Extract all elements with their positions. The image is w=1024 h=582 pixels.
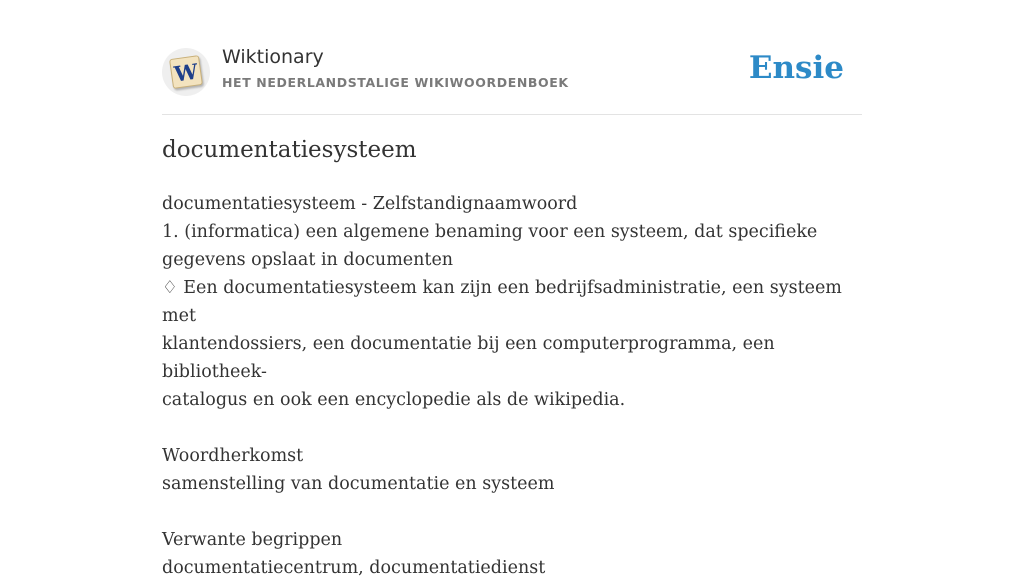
ensie-brand-link[interactable]: Ensie (748, 50, 844, 86)
spacer (162, 414, 862, 442)
site-header (162, 44, 862, 115)
etymology-text: samenstelling van documentatie en systeem (162, 474, 555, 494)
example-line: ♢ Een documentatiesysteem kan zijn een bedrijfsadministratie, een systeem met (162, 278, 842, 326)
related-heading: Verwante begrippen (162, 530, 343, 550)
page-title: documentatiesysteem (162, 137, 417, 163)
wiktionary-logo[interactable] (162, 48, 210, 96)
entry-content (162, 190, 862, 582)
definition-line: 1. (informatica) een algemene benaming voor een systeem, dat specifieke (162, 222, 818, 242)
definition-line: gegevens opslaat in documenten (162, 250, 454, 270)
logo-letter: W (172, 58, 200, 87)
site-name[interactable]: Wiktionary (222, 46, 324, 68)
example-line: klantendossiers, een documentatie bij een computerprogramma, een bibliotheek- (162, 334, 775, 382)
spacer (162, 498, 862, 526)
related-text: documentatiecentrum, documentatiedienst (162, 558, 546, 578)
wiktionary-tile-icon (169, 55, 203, 89)
example-line: catalogus en ook een encyclopedie als de wikipedia. (162, 390, 626, 410)
etymology-heading: Woordherkomst (162, 446, 304, 466)
site-tagline: HET NEDERLANDSTALIGE WIKIWOORDENBOEK (222, 75, 569, 90)
headword-line: documentatiesysteem - Zelfstandignaamwoord (162, 194, 578, 214)
